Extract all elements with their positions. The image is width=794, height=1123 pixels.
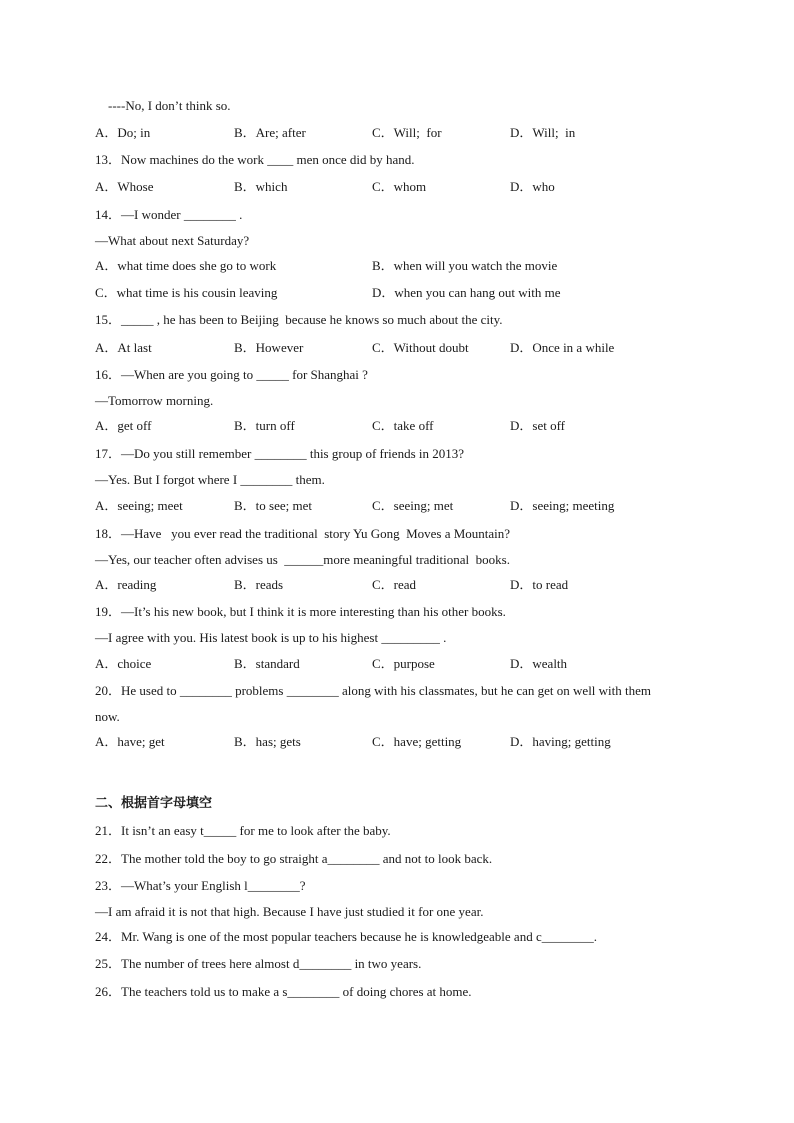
q17-reply: —Yes. But I forgot where I ________ them. — [95, 472, 325, 487]
q15-option-d[interactable]: D．Once in a while — [510, 340, 615, 355]
q17-option-c[interactable]: C．seeing; met — [372, 498, 454, 513]
q18-option-d[interactable]: D．to read — [510, 577, 569, 592]
q13-option-a[interactable]: A．Whose — [95, 179, 154, 194]
q23-reply: —I am afraid it is not that high. Because I have just studied it for one year. — [95, 904, 484, 919]
q18-option-a[interactable]: A．reading — [95, 577, 157, 592]
q16-option-a[interactable]: A．get off — [95, 418, 152, 433]
q14-reply: —What about next Saturday? — [95, 233, 250, 248]
q14-option-a[interactable]: A．what time does she go to work — [95, 258, 277, 273]
q19-option-b[interactable]: B．standard — [234, 656, 300, 671]
q18-reply: —Yes, our teacher often advises us ______more meaningful traditional books. — [95, 552, 510, 567]
q18-option-b[interactable]: B．reads — [234, 577, 284, 592]
q16-reply: —Tomorrow morning. — [95, 393, 214, 408]
q15-option-c[interactable]: C．Without doubt — [372, 340, 469, 355]
q23-stem: 23．—What’s your English l________? — [95, 878, 306, 893]
q16-option-d[interactable]: D．set off — [510, 418, 566, 433]
q20-option-a[interactable]: A．have; get — [95, 734, 165, 749]
q14-option-c[interactable]: C．what time is his cousin leaving — [95, 285, 278, 300]
q16-stem: 16．—When are you going to _____ for Shanghai ? — [95, 367, 368, 382]
q12-option-b[interactable]: B．Are; after — [234, 125, 306, 140]
q13-option-d[interactable]: D．who — [510, 179, 555, 194]
q21-stem: 21．It isn’t an easy t_____ for me to look after the baby. — [95, 823, 391, 838]
q12-option-d[interactable]: D．Will; in — [510, 125, 576, 140]
q25-stem: 25．The number of trees here almost d________ in two years. — [95, 956, 422, 971]
q20-stem-continued: now. — [95, 709, 120, 724]
q12-option-a[interactable]: A．Do; in — [95, 125, 151, 140]
q14-option-b[interactable]: B．when will you watch the movie — [372, 258, 558, 273]
q15-stem: 15．_____ , he has been to Beijing because he knows so much about the city. — [95, 312, 503, 327]
q17-option-d[interactable]: D．seeing; meeting — [510, 498, 615, 513]
q17-option-b[interactable]: B．to see; met — [234, 498, 312, 513]
q15-option-b[interactable]: B．However — [234, 340, 304, 355]
q20-option-b[interactable]: B．has; gets — [234, 734, 301, 749]
q26-stem: 26．The teachers told us to make a s________ of doing chores at home. — [95, 984, 472, 999]
q14-option-d[interactable]: D．when you can hang out with me — [372, 285, 561, 300]
q24-stem: 24．Mr. Wang is one of the most popular teachers because he is knowledgeable and c________. — [95, 929, 597, 944]
q18-stem: 18．—Have you ever read the traditional story Yu Gong Moves a Mountain? — [95, 526, 511, 541]
q18-option-c[interactable]: C．read — [372, 577, 417, 592]
q19-option-d[interactable]: D．wealth — [510, 656, 568, 671]
q14-stem: 14．—I wonder ________ . — [95, 207, 243, 222]
q12-dialogue: ----No, I don’t think so. — [108, 98, 231, 113]
q13-option-b[interactable]: B．which — [234, 179, 288, 194]
section-heading: 二、根据首字母填空 — [95, 796, 213, 811]
q16-option-c[interactable]: C．take off — [372, 418, 434, 433]
q15-option-a[interactable]: A．At last — [95, 340, 152, 355]
q20-option-d[interactable]: D．having; getting — [510, 734, 611, 749]
q22-stem: 22．The mother told the boy to go straight a________ and not to look back. — [95, 851, 493, 866]
q12-option-c[interactable]: C．Will; for — [372, 125, 442, 140]
q19-option-a[interactable]: A．choice — [95, 656, 152, 671]
q19-stem: 19．—It’s his new book, but I think it is more interesting than his other books. — [95, 604, 506, 619]
q17-option-a[interactable]: A．seeing; meet — [95, 498, 183, 513]
q20-stem: 20．He used to ________ problems ________ along with his classmates, but he can get on well with them — [95, 683, 652, 698]
q13-option-c[interactable]: C．whom — [372, 179, 427, 194]
q19-option-c[interactable]: C．purpose — [372, 656, 435, 671]
q17-stem: 17．—Do you still remember ________ this group of friends in 2013? — [95, 446, 465, 461]
q13-stem: 13．Now machines do the work ____ men once did by hand. — [95, 152, 415, 167]
q19-reply: —I agree with you. His latest book is up to his highest _________ . — [95, 630, 447, 645]
q20-option-c[interactable]: C．have; getting — [372, 734, 462, 749]
q16-option-b[interactable]: B．turn off — [234, 418, 295, 433]
